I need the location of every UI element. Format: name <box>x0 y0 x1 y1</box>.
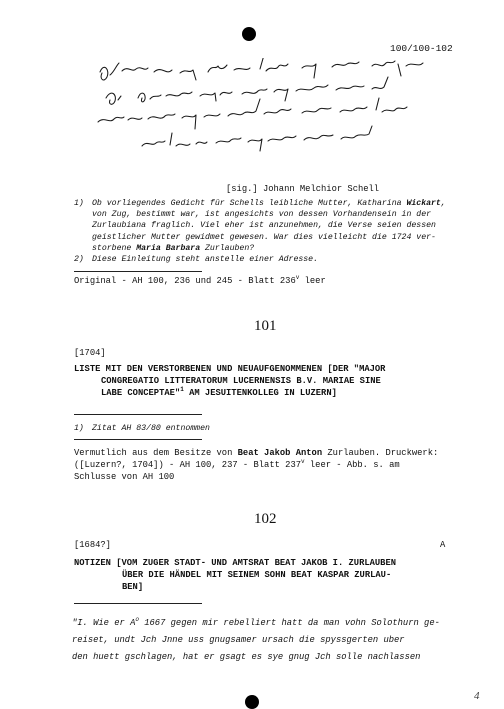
remarks-line: Schlusse von AH 100 <box>74 471 175 482</box>
remarks-line: Vermutlich aus dem Besitze von Beat Jakob Anton Zurlauben. Druckwerk: <box>74 448 439 458</box>
footnote-1-text <box>92 198 492 254</box>
footnote-1-marker: 1) <box>74 424 84 433</box>
punch-hole-top <box>242 27 256 41</box>
document-title <box>74 558 494 593</box>
divider <box>74 603 202 604</box>
title-line: NOTIZEN [VOM ZUGER STADT- UND AMTSRAT BEAT JAKOB I. ZURLAUBEN <box>74 558 397 568</box>
transcription-text <box>72 615 498 666</box>
document-date: [1684?] <box>74 540 111 550</box>
punch-hole-bottom <box>245 695 259 709</box>
text-line: reiset, undt Jch Jnne uss gnugsamer ursach die spyssgerten uber <box>72 635 405 645</box>
title-line: LABE CONCEPTAE"$^1$ AM JESUITENKOLLEG IN LUZERN] <box>101 385 337 398</box>
footnote-2-marker: 2) <box>74 255 84 264</box>
title-line: CONGREGATIO LITTERATORUM LUCERNENSIS B.V. MARIAE SINE <box>101 375 381 386</box>
document-number: 102 <box>254 511 277 527</box>
signature-line: [sig.] Johann Melchior Schell <box>226 184 380 194</box>
divider <box>74 414 202 415</box>
source-line: Original - AH 100, 236 und 245 - Blatt 236$^v$ leer <box>74 274 326 286</box>
footnote-1-line: geistlicher Mutter gewidmet gewesen. War dies vielleicht die 1724 ver- <box>92 232 436 242</box>
divider <box>74 439 202 440</box>
document-title <box>74 364 494 399</box>
page-range: 100/100-102 <box>390 43 453 54</box>
footnote-1-line: von Zug, bestimmt war, ist angesichts von dessen Vorhandensein in der <box>92 210 432 220</box>
divider <box>74 271 202 272</box>
footnote-1-marker: 1) <box>74 199 84 208</box>
document-number: 101 <box>254 318 277 334</box>
text-line: "I. Wie er $A^o$ 1667 gegen mir rebelliert hatt da man vohn Solothurn ge- <box>72 616 440 628</box>
footnote-1-text: Zitat AH 83/80 entnommen <box>92 424 210 433</box>
footnote-2-text: Diese Einleitung steht anstelle einer Adresse. <box>92 255 319 264</box>
document-date: [1704] <box>74 348 106 358</box>
footnote-1-line: storbene Maria Barbara Zurlauben? <box>92 243 255 253</box>
footnote-1-line: Ob vorliegendes Gedicht für Schells leibliche Mutter, Katharina Wickart, <box>92 199 446 208</box>
side-letter: A <box>440 540 446 550</box>
text-line: den huett gschlagen, hat er gsagt es sye gnug Jch solle nachlassen <box>72 652 421 662</box>
remarks <box>74 448 494 483</box>
handwriting-facsimile <box>96 58 438 176</box>
page-mark: 4 <box>474 690 480 702</box>
title-line: LISTE MIT DEN VERSTORBENEN UND NEUAUFGENOMMENEN [DER "MAJOR <box>74 364 386 374</box>
title-line: ÜBER DIE HÄNDEL MIT SEINEM SOHN BEAT KASPAR ZURLAU- <box>122 569 392 580</box>
footnote-1-line: Zurlaubiana fraglich. Viel eher ist anzunehmen, die Verse seien dessen <box>92 221 436 231</box>
remarks-line: ([Luzern?, 1704]) - AH 100, 237 - Blatt 237$^v$ leer - Abb. s. am <box>74 457 400 470</box>
title-line: BEN] <box>122 581 144 592</box>
